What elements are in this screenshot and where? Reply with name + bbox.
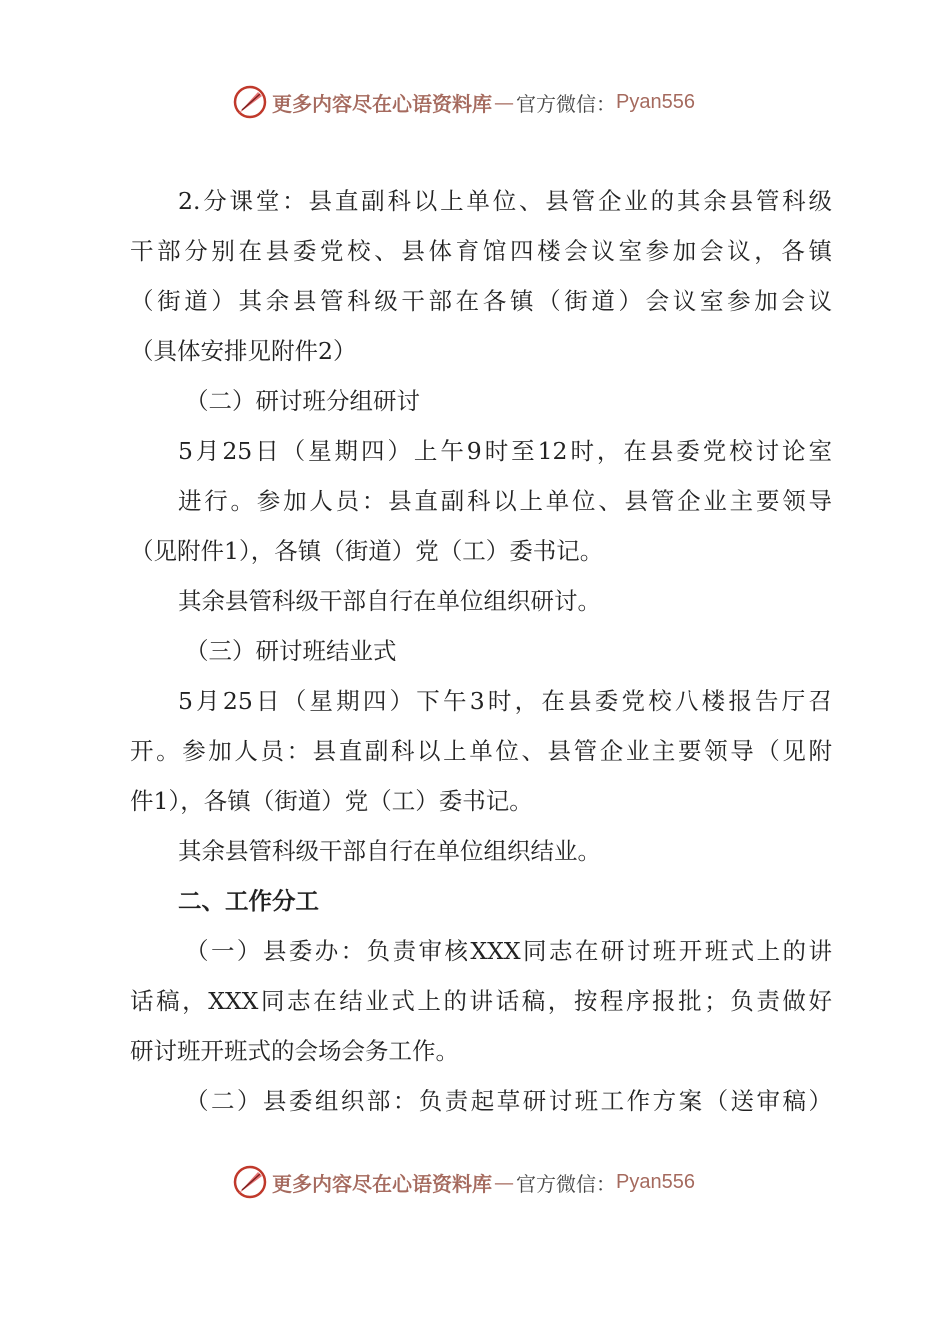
watermark-text: 更多内容尽在心语资料库 xyxy=(272,1171,492,1196)
text-line: （具体安排见附件2） xyxy=(130,337,357,365)
text-line: 开。参加人员：县直副科以上单位、县管企业主要领导（见附 xyxy=(130,737,832,765)
watermark-banner-bottom xyxy=(232,1162,752,1202)
watermark-text: 更多内容尽在心语资料库 xyxy=(272,91,492,116)
chapter-heading: 二、工作分工 xyxy=(178,887,319,915)
watermark-dash: — xyxy=(494,1170,514,1194)
document-body xyxy=(130,176,832,1126)
section-heading: （三）研讨班结业式 xyxy=(185,637,397,665)
text-line: 2.分课堂：县直副科以上单位、县管企业的其余县管科级 xyxy=(178,187,832,215)
section-heading: （二）研讨班分组研讨 xyxy=(185,387,420,415)
wechat-label: 官方微信： xyxy=(516,91,616,116)
text-line: 研讨班开班式的会场会务工作。 xyxy=(130,1037,459,1065)
text-line: （二）县委组织部：负责起草研讨班工作方案（送审稿） xyxy=(185,1087,832,1115)
quill-logo-icon xyxy=(232,1164,268,1200)
wechat-id: Pyan556 xyxy=(616,1170,695,1193)
quill-logo-icon xyxy=(232,84,268,120)
text-line: 5月25日（星期四）下午3时，在县委党校八楼报告厅召 xyxy=(178,687,832,715)
text-line: 其余县管科级干部自行在单位组织结业。 xyxy=(178,837,601,865)
text-line: （街道）其余县管科级干部在各镇（街道）会议室参加会议 xyxy=(130,287,832,315)
text-line: （见附件1），各镇（街道）党（工）委书记。 xyxy=(130,537,604,565)
text-line: 干部分别在县委党校、县体育馆四楼会议室参加会议，各镇 xyxy=(130,237,832,265)
text-line: 5月25日（星期四）上午9时至12时，在县委党校讨论室 xyxy=(178,437,832,465)
text-line: 其余县管科级干部自行在单位组织研讨。 xyxy=(178,587,601,615)
wechat-label: 官方微信： xyxy=(516,1171,616,1196)
text-line: （一）县委办：负责审核XXX同志在研讨班开班式上的讲 xyxy=(185,937,832,965)
text-line: 进行。参加人员：县直副科以上单位、县管企业主要领导 xyxy=(178,487,832,515)
watermark-banner-top xyxy=(232,82,752,122)
text-line: 话稿，XXX同志在结业式上的讲话稿，按程序报批；负责做好 xyxy=(130,987,832,1015)
wechat-id: Pyan556 xyxy=(616,90,695,113)
watermark-dash: — xyxy=(494,90,514,114)
text-line: 件1），各镇（街道）党（工）委书记。 xyxy=(130,787,533,815)
